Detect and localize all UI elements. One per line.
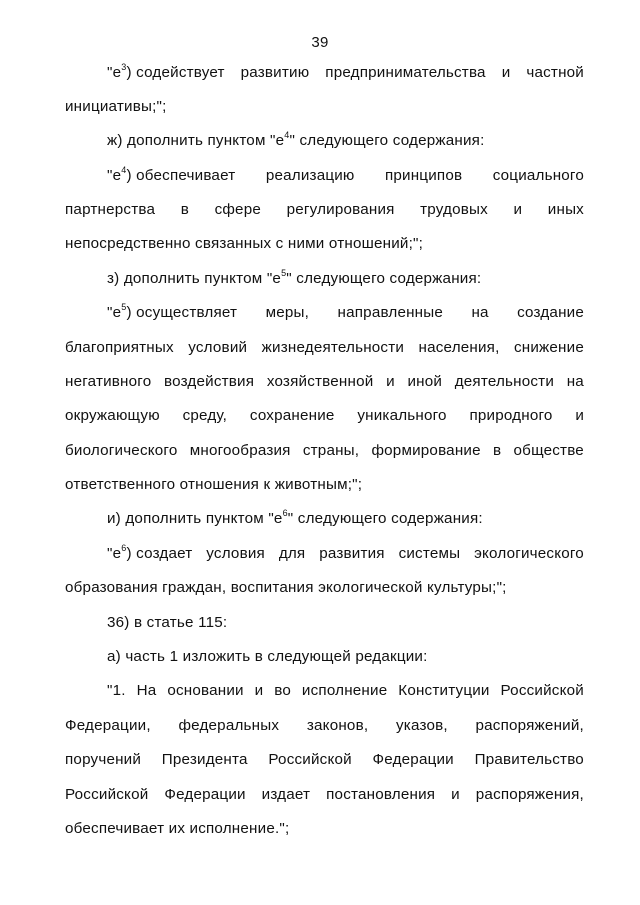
word: Федерации	[372, 751, 454, 768]
text-line: з) дополнить пунктом "$е^5$" следующего содержания:	[107, 267, 482, 287]
word: деятельности	[454, 373, 555, 390]
word: снижение	[513, 339, 584, 356]
word: многообразия	[189, 442, 291, 459]
word: иных	[547, 201, 584, 218]
text-line	[65, 750, 584, 770]
word: в	[493, 442, 502, 459]
word: окружающую	[65, 407, 160, 424]
word: на	[566, 373, 584, 390]
word: жизнедеятельности	[261, 339, 405, 356]
word: развитию	[240, 64, 310, 81]
word: хозяйственной	[266, 373, 374, 390]
text-line: ответственного отношения к животным;";	[65, 476, 363, 493]
page-number: 39	[311, 34, 329, 51]
word: благоприятных	[65, 339, 174, 356]
text-line: 36) в статье 115:	[107, 614, 228, 631]
word: распоряжения,	[475, 786, 584, 803]
text-line: и) дополнить пунктом "$е^6$" следующего содержания:	[107, 507, 483, 527]
word: для	[278, 545, 306, 562]
word: партнерства	[65, 201, 156, 218]
text-line	[65, 441, 584, 461]
word: основании	[167, 682, 244, 699]
word: и	[501, 64, 511, 81]
word: Российской	[500, 682, 584, 699]
word: иной	[407, 373, 443, 390]
word: Конституции	[398, 682, 490, 699]
word: исполнение	[301, 682, 388, 699]
word: федеральных	[178, 717, 280, 734]
word: "1.	[107, 682, 126, 699]
word: регулирования	[286, 201, 395, 218]
word: Российской	[268, 751, 352, 768]
word: сохранение	[249, 407, 335, 424]
word: природного	[469, 407, 553, 424]
word: законов,	[306, 717, 369, 734]
word: и	[254, 682, 264, 699]
text-line	[107, 63, 584, 83]
text-line: образования граждан, воспитания экологической культуры;";	[65, 579, 507, 596]
item-marker: "$е^3$) содействует	[107, 61, 225, 81]
item-marker: "$е^6$) создает	[107, 542, 193, 562]
word: биологического	[65, 442, 178, 459]
word: Президента	[161, 751, 248, 768]
word: в	[180, 201, 189, 218]
text-line	[65, 406, 584, 426]
word: создание	[517, 304, 584, 321]
text-line	[107, 544, 584, 564]
text-line: ж) дополнить пунктом "$е^4$" следующего содержания:	[107, 129, 485, 149]
word: сфере	[214, 201, 261, 218]
word: условий	[188, 339, 248, 356]
word: реализацию	[265, 167, 355, 184]
word: развития	[319, 545, 385, 562]
word: и	[575, 407, 584, 424]
word: на	[471, 304, 489, 321]
text-line	[65, 716, 584, 736]
word: Российской	[65, 786, 149, 803]
word: условия	[206, 545, 265, 562]
word: воздействия	[164, 373, 255, 390]
item-marker: "$е^4$) обеспечивает	[107, 164, 236, 184]
word: распоряжений,	[475, 717, 584, 734]
word: среду,	[182, 407, 228, 424]
word: постановления	[326, 786, 436, 803]
text-line	[65, 372, 584, 392]
text-line	[65, 785, 584, 805]
word: во	[274, 682, 291, 699]
word: Федерации,	[65, 717, 151, 734]
word: формирование	[371, 442, 481, 459]
text-line	[107, 303, 584, 323]
text-line	[107, 681, 584, 701]
word: социального	[492, 167, 584, 184]
text-line: инициативы;";	[65, 98, 167, 115]
word: системы	[398, 545, 461, 562]
word: и	[451, 786, 460, 803]
word: негативного	[65, 373, 152, 390]
text-line: непосредственно связанных с ними отношений;";	[65, 235, 424, 252]
text-line: обеспечивает их исполнение.";	[65, 820, 290, 837]
item-marker: "$е^5$) осуществляет	[107, 301, 238, 321]
word: и	[513, 201, 523, 218]
text-line	[107, 166, 584, 186]
word: и	[386, 373, 395, 390]
word: частной	[526, 64, 584, 81]
word: поручений	[65, 751, 142, 768]
word: издает	[261, 786, 311, 803]
word: уникального	[357, 407, 447, 424]
text-line	[65, 338, 584, 358]
word: направленные	[337, 304, 444, 321]
word: трудовых	[420, 201, 488, 218]
text-line: а) часть 1 изложить в следующей редакции:	[107, 648, 428, 665]
text-line	[65, 200, 584, 220]
word: принципов	[384, 167, 463, 184]
word: На	[136, 682, 157, 699]
word: указов,	[396, 717, 448, 734]
word: меры,	[265, 304, 310, 321]
word: Правительство	[474, 751, 584, 768]
word: населения,	[418, 339, 500, 356]
word: страны,	[302, 442, 360, 459]
word: предпринимательства	[325, 64, 486, 81]
word: экологического	[474, 545, 584, 562]
word: Федерации	[164, 786, 246, 803]
word: обществе	[513, 442, 584, 459]
